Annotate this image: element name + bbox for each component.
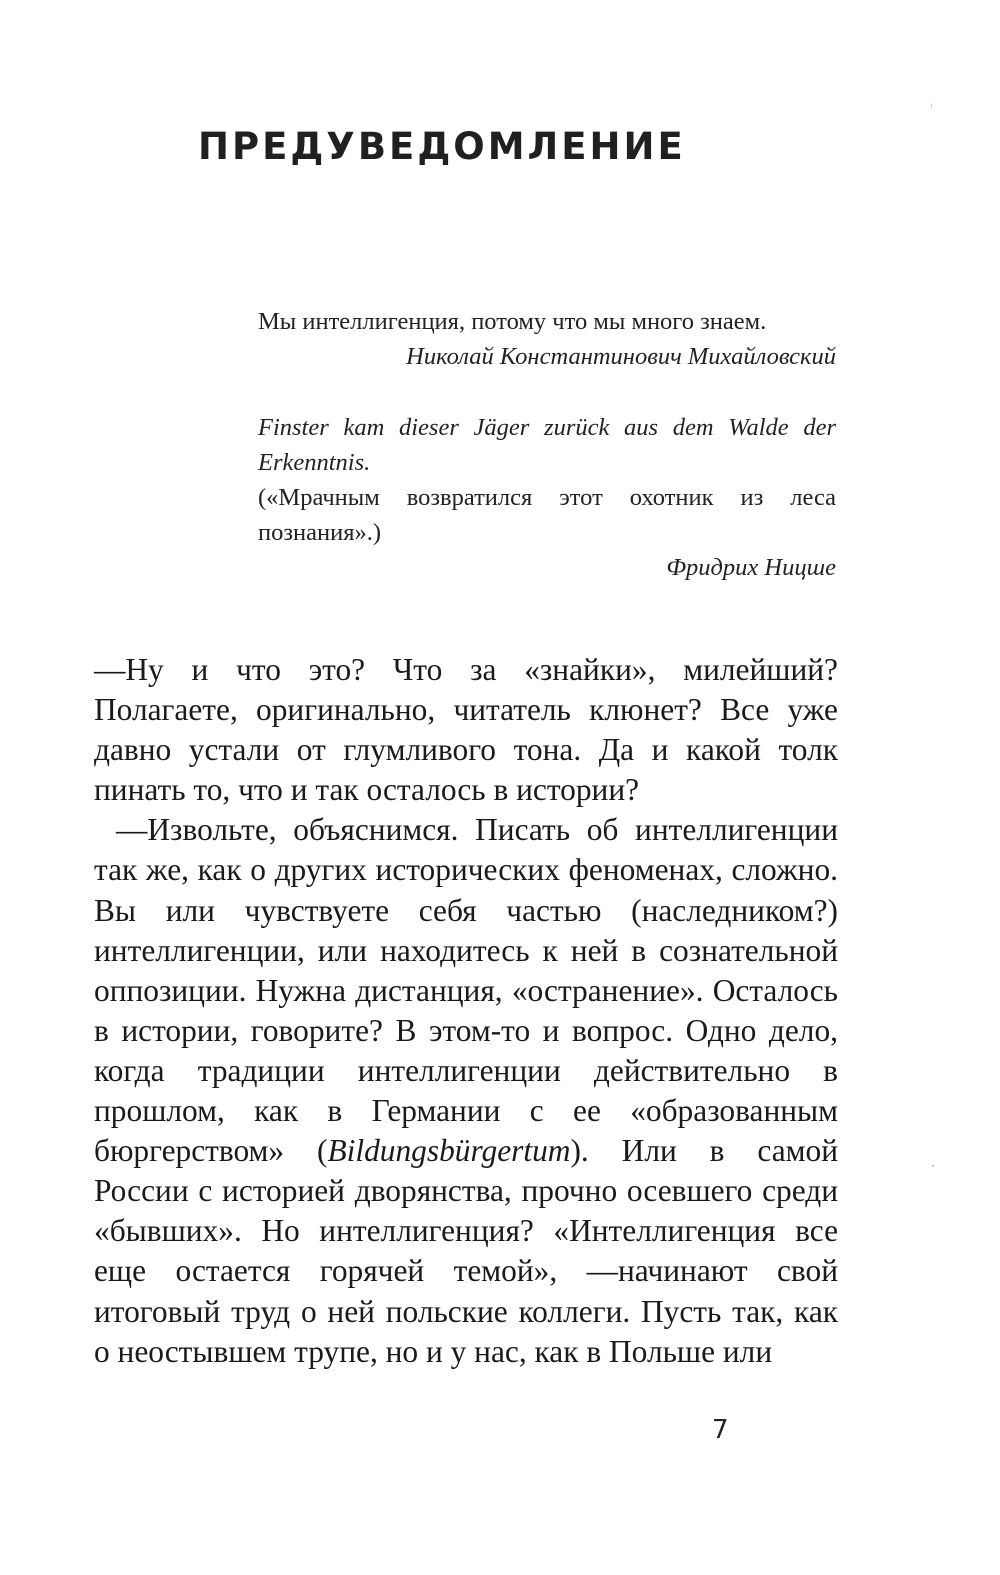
epigraph-quote-translation: («Мрачным возвратился этот охотник из леса познания».) [258,484,836,546]
body-paragraph [94,810,838,1371]
main-text [94,650,838,1372]
epigraphs-block [258,304,836,585]
chapter-title: ПРЕДУВЕДОМЛЕНИЕ [198,125,686,168]
epigraph-quote: Мы интеллигенция, потому что мы много знаем. [258,308,767,335]
epigraph-nietzsche [258,410,836,585]
epigraph-quote-original: Finster kam dieser Jäger zurück aus dem Walde der Erkenntnis. [258,414,836,476]
scan-speck [931,103,932,109]
page-number: 7 [712,1415,729,1445]
foreign-term: Bildungsbürgertum [327,1133,571,1169]
body-text-span: ). Или в самой России с историей дворянства, прочно осевшего среди «бывших». Но интеллигенция? «Интеллигенция все еще остается горячей темой», —начинают свой итоговый труд о ней польские коллеги. Пусть так, как о неостывшем трупе, но и у нас, как в Польше или [94,1133,838,1369]
body-text-span: —Извольте, объяснимся. Писать об интеллигенции так же, как о других исторических феноменах, сложно. Вы или чувствуете себя частью (наследником?) интеллигенции, или находитесь к ней в сознательной оппозиции. Нужна дистанция, «остранение». Осталось в истории, говорите? В этом-то и вопрос. Одно дело, когда традиции интеллигенции действительно в прошлом, как в Германии с ее «образованным бюргерством» ( [94,812,838,1169]
epigraph-author: Фридрих Ницше [666,554,836,581]
epigraph-author: Николай Константинович Михайловский [406,343,836,370]
epigraph-mikhailovsky [258,304,836,374]
body-paragraph: —Ну и что это? Что за «знайки», милейший? Полагаете, оригинально, читатель клюнет? Все уже давно устали от глумливого тона. Да и какой толк пинать то, что и так осталось в истории? [94,652,838,808]
scan-speck [932,1165,934,1167]
